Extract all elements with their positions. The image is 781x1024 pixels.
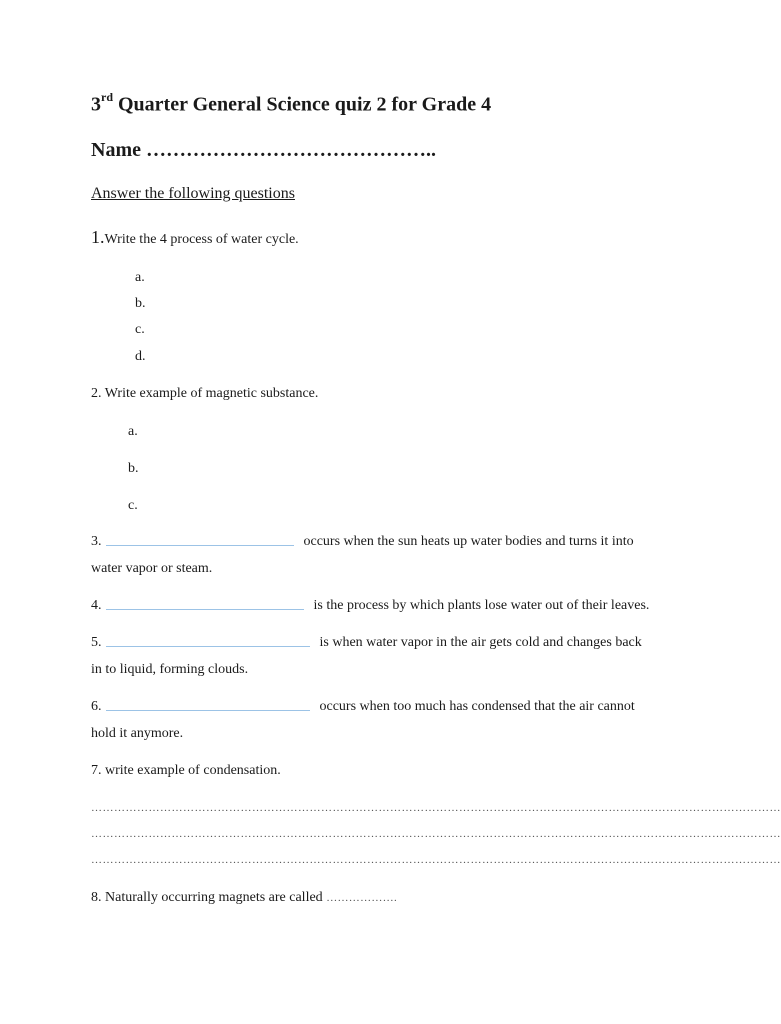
question-7-text: 7. write example of condensation.: [91, 763, 281, 778]
question-1-option-c: c.: [135, 322, 145, 337]
question-8-text: 8. Naturally occurring magnets are called: [91, 890, 323, 905]
question-5-text-continued: in to liquid, forming clouds.: [91, 662, 249, 677]
name-field-label: Name ……………………………………..: [91, 139, 436, 161]
question-3-answer-blank[interactable]: [106, 535, 294, 546]
question-4-number: 4.: [91, 598, 102, 613]
page-title: 3rd Quarter General Science quiz 2 for Grade 4: [91, 90, 492, 116]
question-4-answer-blank[interactable]: [106, 599, 304, 610]
question-7-answer-line-2[interactable]: ………………………………………………………………………………………………………………………………………………………………: [91, 828, 781, 840]
question-2-option-a: a.: [128, 424, 138, 439]
question-6-number: 6.: [91, 699, 102, 714]
question-1-number: 1.: [91, 227, 105, 247]
instructions-heading: Answer the following questions: [91, 185, 295, 202]
question-2-text: 2. Write example of magnetic substance.: [91, 386, 319, 401]
question-1-option-a: a.: [135, 270, 145, 285]
question-5-number: 5.: [91, 635, 102, 650]
question-1-option-b: b.: [135, 296, 146, 311]
question-7-answer-line-3[interactable]: ………………………………………………………………………………………………………………………………………………………………: [91, 854, 781, 866]
question-1-text: Write the 4 process of water cycle.: [104, 232, 299, 247]
question-4: [91, 598, 649, 614]
question-4-text: is the process by which plants lose water out of their leaves.: [313, 598, 650, 613]
question-6-answer-blank[interactable]: [106, 700, 310, 711]
question-5: [91, 635, 642, 651]
question-2-option-b: b.: [128, 461, 139, 476]
question-6-text-continued: hold it anymore.: [91, 726, 184, 741]
question-7-answer-line-1[interactable]: ………………………………………………………………………………………………………………………………………………………………: [91, 802, 781, 814]
question-2-option-c: c.: [128, 498, 138, 513]
question-1-option-d: d.: [135, 349, 146, 364]
question-8-answer-blank[interactable]: ……………….: [326, 892, 398, 904]
question-5-text: is when water vapor in the air gets cold and changes back: [319, 635, 642, 650]
question-5-answer-blank[interactable]: [106, 636, 310, 647]
question-8: [91, 890, 397, 906]
question-1: [91, 227, 299, 248]
question-3-text: occurs when the sun heats up water bodies and turns it into: [303, 534, 634, 549]
question-3: [91, 534, 634, 550]
question-6-text: occurs when too much has condensed that the air cannot: [319, 699, 635, 714]
question-3-number: 3.: [91, 534, 102, 549]
question-3-text-continued: water vapor or steam.: [91, 561, 213, 576]
question-6: [91, 699, 635, 715]
